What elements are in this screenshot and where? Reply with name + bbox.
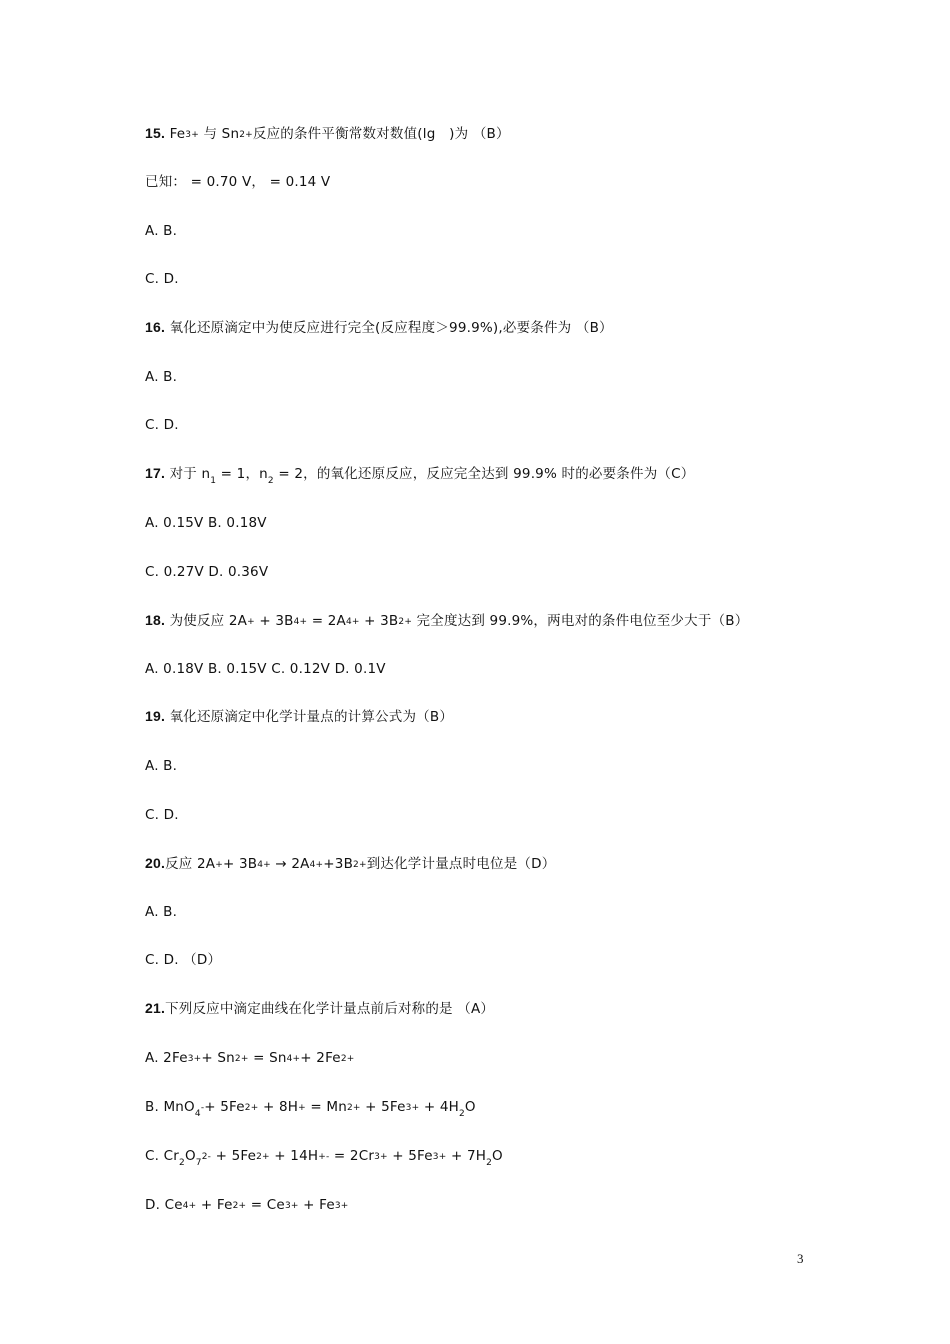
question-15-known: 已知： = 0.70 V， = 0.14 V <box>145 174 331 190</box>
question-21-option-a: A. 2Fe3++ Sn2+ = Sn4++ 2Fe2+ <box>145 1050 355 1066</box>
page-number: 3 <box>797 1251 804 1266</box>
question-16-options-cd: C. D. <box>145 417 179 433</box>
question-number: 16. <box>145 319 166 335</box>
question-17-options-ab: A. 0.15V B. 0.18V <box>145 515 267 531</box>
question-18-options: A. 0.18V B. 0.15V C. 0.12V D. 0.1V <box>145 661 386 677</box>
question-number: 17. <box>145 465 166 481</box>
question-19-options-ab: A. B. <box>145 758 178 774</box>
question-number: 19. <box>145 708 166 724</box>
question-20-options-ab: A. B. <box>145 904 178 920</box>
question-19-options-cd: C. D. <box>145 807 179 823</box>
question-number: 20. <box>145 855 166 871</box>
question-21-option-c: C. $Cr_2O_72- + 5Fe2+ + 14H+- = 2Cr3+ + 5Fe3+ + 7H_2O$ <box>145 1148 503 1168</box>
question-18: 18. 为使反应 2A+ + 3B4+ = 2A4+ + 3B2+ 完全度达到 99.9%，两电对的条件电位至少大于（B） <box>145 612 749 629</box>
question-17-options-cd: C. 0.27V D. 0.36V <box>145 564 269 580</box>
question-16: 16. 氧化还原滴定中为使反应进行完全(反应程度＞99.9%),必要条件为 （B） <box>145 319 613 336</box>
question-21: 21.下列反应中滴定曲线在化学计量点前后对称的是 （A） <box>145 1000 495 1017</box>
question-15-options-ab: A. B. <box>145 223 178 239</box>
question-17: 17. 对于 $n_1 = 1$，$n_2 = 2$，的氧化还原反应，反应完全达到 99.9% 时的必要条件为（C） <box>145 465 695 486</box>
question-19: 19. 氧化还原滴定中化学计量点的计算公式为（B） <box>145 708 454 725</box>
question-number: 15. <box>145 125 166 141</box>
question-16-options-ab: A. B. <box>145 369 178 385</box>
question-21-option-b: B. $MnO_4-+ 5Fe2+ + 8H+ = Mn2+ + 5Fe3+ + 4H_2O$ <box>145 1099 476 1119</box>
question-15: 15. Fe3+ 与 Sn2+反应的条件平衡常数对数值(lg )为 （B） <box>145 125 510 142</box>
question-number: 18. <box>145 612 166 628</box>
question-number: 21. <box>145 1000 166 1016</box>
question-15-options-cd: C. D. <box>145 271 179 287</box>
question-20-options-cd: C. D. （D） <box>145 952 222 968</box>
question-20: 20.反应 2A++ 3B4+ → 2A4++3B2+到达化学计量点时电位是（D） <box>145 855 556 872</box>
question-21-option-d: D. Ce4+ + Fe2+ = Ce3+ + Fe3+ <box>145 1197 349 1213</box>
